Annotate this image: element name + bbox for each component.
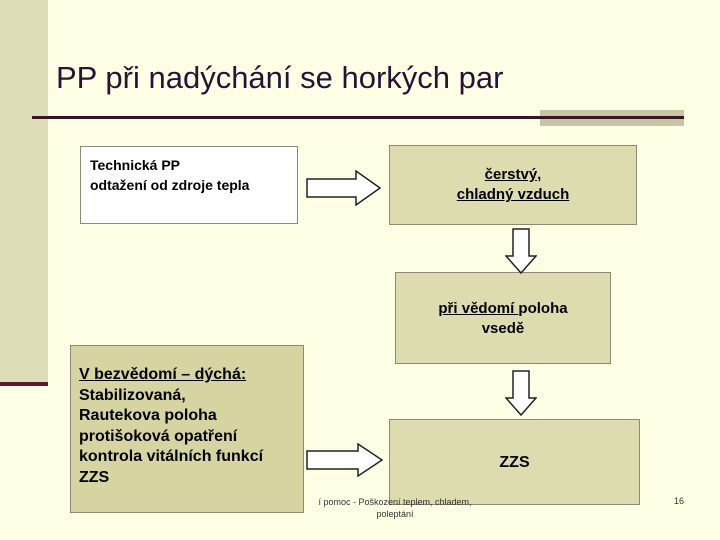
technical-aid-line1: Technická PP (90, 157, 181, 173)
arrow-down-icon (505, 228, 537, 274)
technical-aid-box (80, 146, 298, 224)
conscious-label: při vědomí (438, 300, 519, 317)
arrow-right-icon (306, 443, 384, 477)
technical-aid-line2: odtažení od zdroje tepla (90, 177, 250, 193)
zzs-label: ZZS (499, 454, 530, 471)
unconscious-heading: V bezvědomí – dýchá: (79, 366, 247, 383)
unconscious-line4: protišoková opatření (79, 427, 238, 445)
footer-line1: í pomoc - Poškození teplem, chladem, (318, 497, 472, 507)
fresh-air-line2: chladný vzduch (456, 186, 570, 203)
conscious-position-box (395, 272, 611, 364)
arrow-down-icon (505, 370, 537, 416)
fresh-air-line1: čerstvý, (484, 166, 542, 183)
unconscious-box (70, 345, 304, 513)
position-label: poloha (518, 300, 568, 317)
unconscious-line6: ZZS (79, 468, 110, 486)
zzs-box (389, 419, 640, 505)
sidebar-band (0, 0, 48, 382)
unconscious-line3: Rautekova poloha (79, 407, 217, 424)
arrow-right-icon (306, 170, 382, 206)
unconscious-line5: kontrola vitálních funkcí (79, 448, 264, 465)
slide-footer (290, 496, 500, 520)
conscious-position-line1 (396, 299, 610, 319)
footer-line2: poleptání (376, 509, 414, 519)
conscious-position-line2: vsedě (481, 320, 525, 337)
unconscious-line2: Stabilizovaná, (79, 386, 186, 404)
title-rule (32, 116, 684, 119)
page-number: 16 (673, 496, 684, 506)
fresh-air-box (389, 145, 637, 225)
slide-title: PP při nadýchání se horkých par (56, 60, 504, 95)
sidebar-accent-line (0, 382, 48, 386)
